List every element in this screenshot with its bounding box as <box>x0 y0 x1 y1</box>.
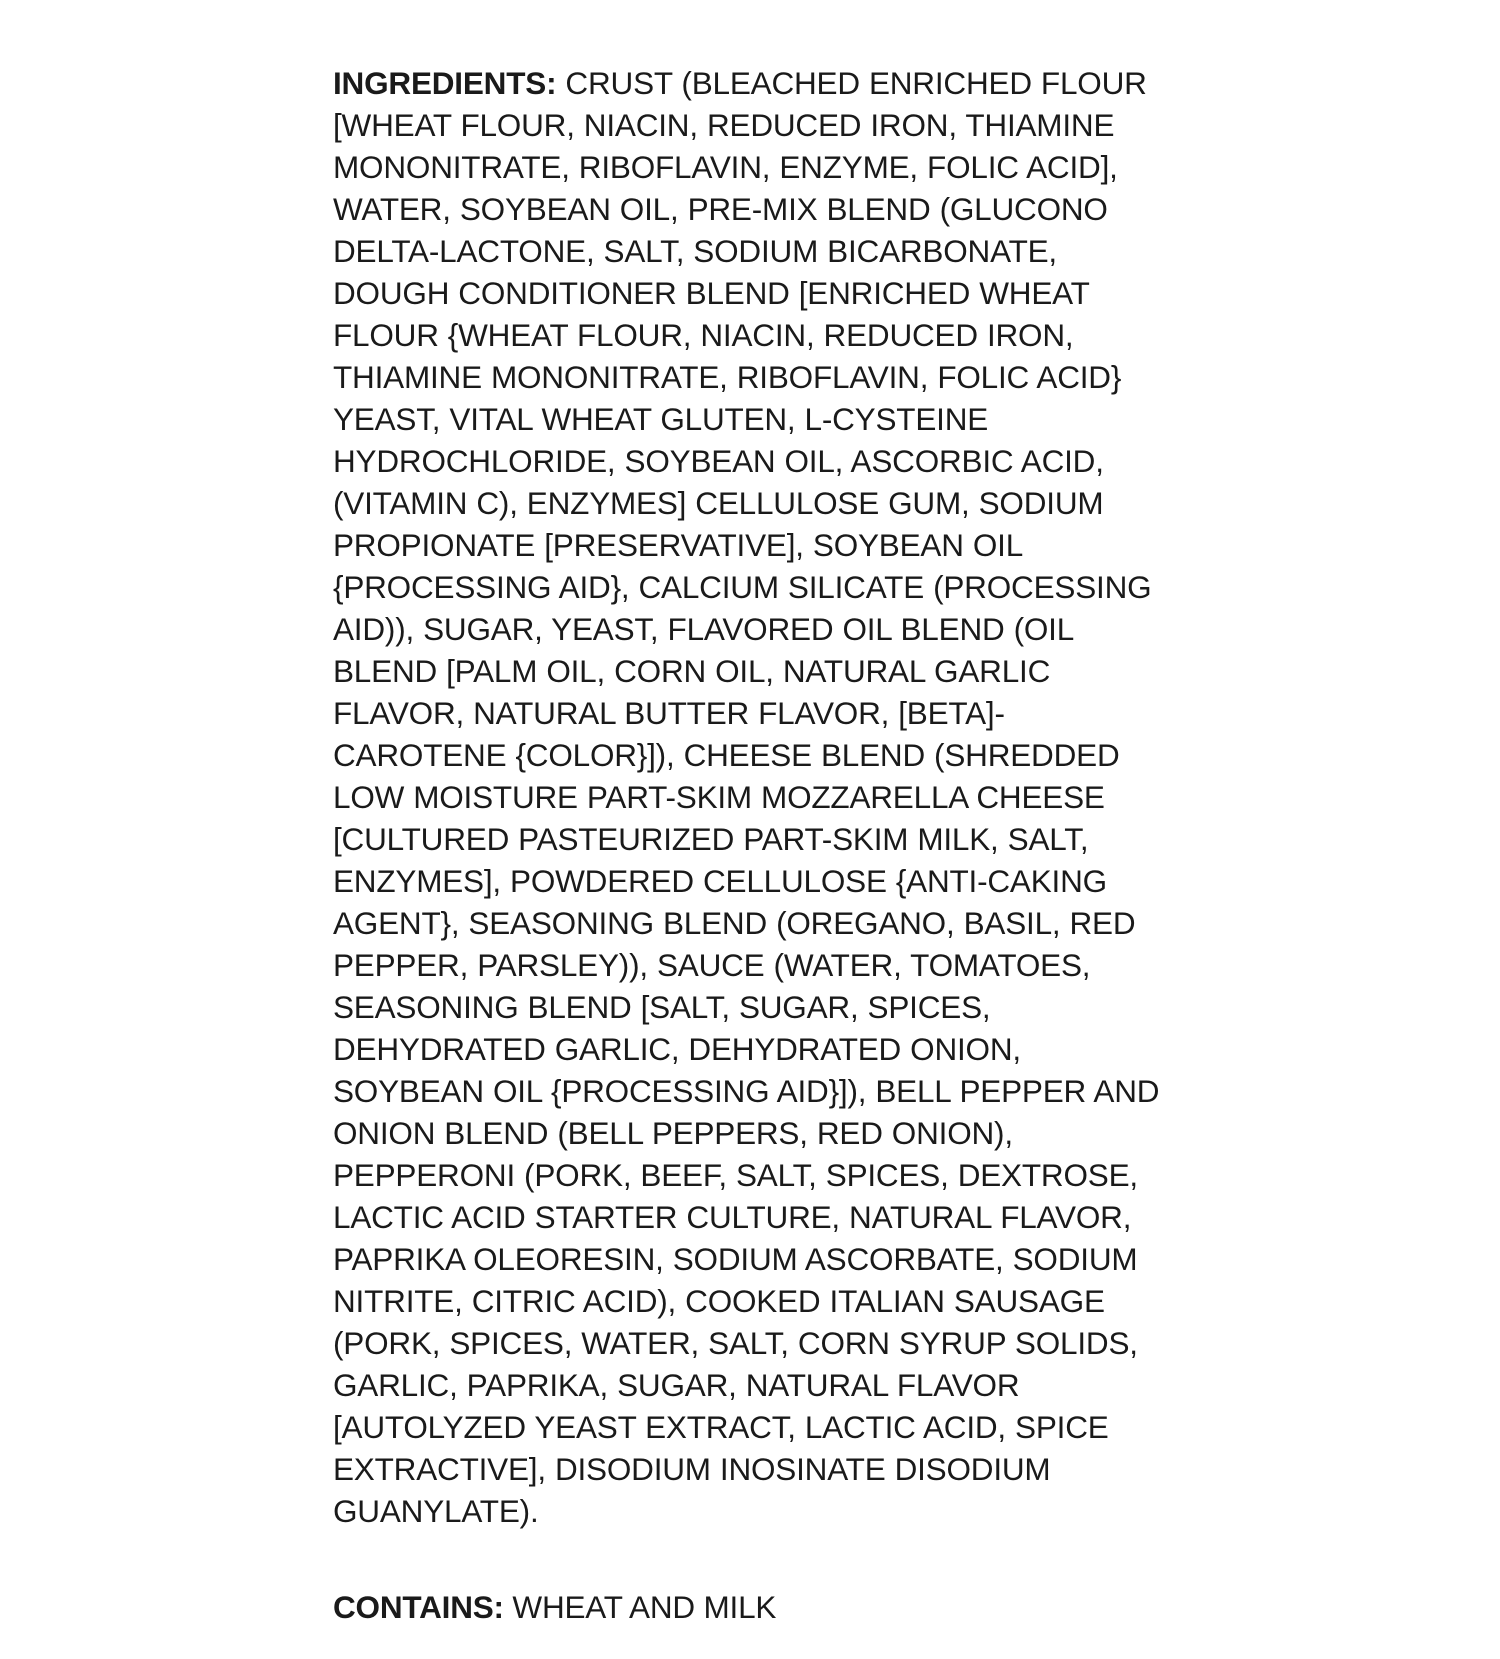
contains-heading: CONTAINS: <box>333 1588 504 1625</box>
ingredients-text: CRUST (BLEACHED ENRICHED FLOUR [WHEAT FLOUR, NIACIN, REDUCED IRON, THIAMINE MONONITRATE, RIBOFLAVIN, ENZYME, FOLIC ACID], WATER, SOYBEAN OIL, PRE-MIX BLEND (GLUCONO DELTA-LACTONE, SALT, SODIUM BICARBONATE, DOUGH CONDITIONER BLEND [ENRICHED WHEAT FLOUR {WHEAT FLOUR, NIACIN, REDUCED IRON, THIAMINE MONONITRATE, RIBOFLAVIN, FOLIC ACID} YEAST, VITAL WHEAT GLUTEN, L-CYSTEINE HYDROCHLORIDE, SOYBEAN OIL, ASCORBIC ACID, (VITAMIN C), ENZYMES] CELLULOSE GUM, SODIUM PROPIONATE [PRESERVATIVE], SOYBEAN OIL {PROCESSING AID}, CALCIUM SILICATE (PROCESSING AID)), SUGAR, YEAST, FLAVORED OIL BLEND (OIL BLEND [PALM OIL, CORN OIL, NATURAL GARLIC FLAVOR, NATURAL BUTTER FLAVOR, [BETA]-CAROTENE {COLOR}]), CHEESE BLEND (SHREDDED LOW MOISTURE PART-SKIM MOZZARELLA CHEESE [CULTURED PASTEURIZED PART-SKIM MILK, SALT, ENZYMES], POWDERED CELLULOSE {ANTI-CAKING AGENT}, SEASONING BLEND (OREGANO, BASIL, RED PEPPER, PARSLEY)), SAUCE (WATER, TOMATOES, SEASONING BLEND [SALT, SUGAR, SPICES, DEHYDRATED GARLIC, DEHYDRATED ONION, SOYBEAN OIL {PROCESSING AID}]), BELL PEPPER AND ONION BLEND (BELL PEPPERS, RED ONION), PEPPERONI (PORK, BEEF, SALT, SPICES, DEXTROSE, LACTIC ACID STARTER CULTURE, NATURAL FLAVOR, PAPRIKA OLEORESIN, SODIUM ASCORBATE, SODIUM NITRITE, CITRIC ACID), COOKED ITALIAN SAUSAGE (PORK, SPICES, WATER, SALT, CORN SYRUP SOLIDS, GARLIC, PAPRIKA, SUGAR, NATURAL FLAVOR [AUTOLYZED YEAST EXTRACT, LACTIC ACID, SPICE EXTRACTIVE], DISODIUM INOSINATE DISODIUM GUANYLATE). <box>333 64 1160 1529</box>
contains-statement <box>333 1586 1178 1628</box>
nutrition-label-panel <box>333 30 1178 1659</box>
ingredients-statement <box>333 62 1178 1532</box>
contains-text: WHEAT AND MILK <box>503 1588 777 1625</box>
ingredients-heading: INGREDIENTS: <box>333 64 557 101</box>
